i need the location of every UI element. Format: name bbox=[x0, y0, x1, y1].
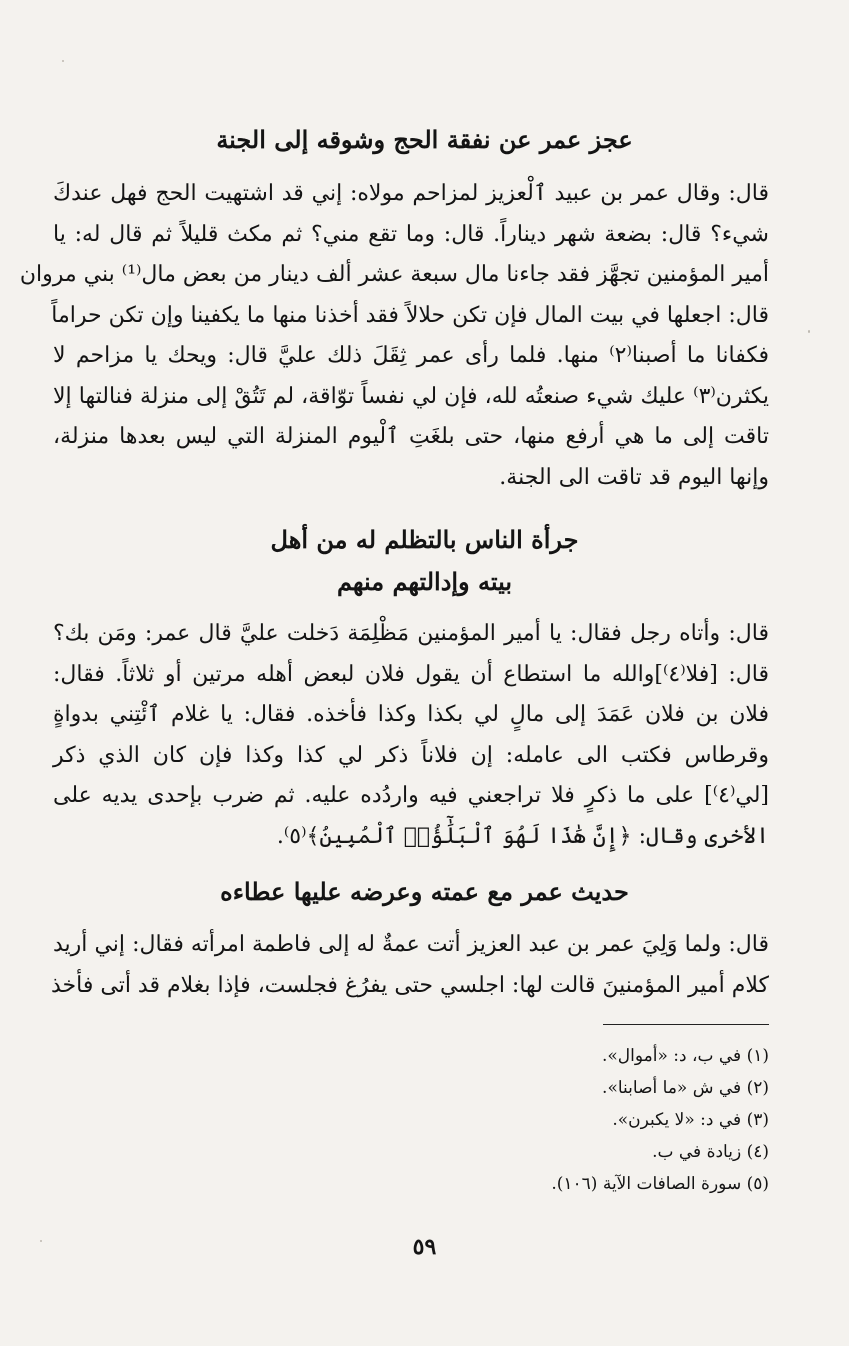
scan-speck bbox=[62, 60, 64, 62]
paragraph-grievance bbox=[53, 614, 769, 857]
page-number: ٥٩ bbox=[412, 1234, 437, 1260]
text-line: يكثرن⁽٣⁾ عليك شيء صنعتُه لله، فإن لي نفساً توّاقة، لم تَتُقْ إلى منزلة فنالتها إلا bbox=[53, 383, 769, 409]
scan-speck bbox=[40, 1240, 42, 1242]
footnote-item: (٢) في ش «ما أصابنا». bbox=[602, 1078, 769, 1098]
text-line: قال: وقال عمر بن عبيد ٱلْعزيز لمزاحم مولاه: إني قد اشتهيت الحج فهل عندكَ bbox=[53, 181, 769, 206]
scan-speck bbox=[808, 330, 810, 333]
text-line: فكفانا ما أصبنا⁽٢⁾ منها. فلما رأى عمر ثِقَلَ ذلك عليَّ قال: ويحك يا مزاحم لا bbox=[53, 343, 769, 368]
text-line: الأخرى وقال: ﴿إِنَّ هَٰذَا لَهُوَ ٱلْبَلَٰٓؤُا۟ ٱلْمُبِينُ﴾⁽٥⁾. bbox=[276, 823, 769, 849]
paragraph-aunt bbox=[53, 925, 769, 1006]
footnote-item: (٣) في د: «لا يكبرن». bbox=[612, 1110, 769, 1130]
text-line: تاقت إلى ما هي أرفع منها، حتى بلغَتِ ٱلْيوم المنزلة التي ليس بعدها منزلة، bbox=[53, 424, 769, 449]
text-line: [لي⁽٤⁾] على ما ذكرٍ فلا تراجعني فيه واردُده عليه. ثم ضرب بإحدى يديه على bbox=[53, 783, 769, 808]
paragraph-hajj bbox=[19, 174, 769, 498]
text-line: قال: [فلا⁽٤⁾]والله ما استطاع أن يقول فلان لبعض أهله مرتين أو ثلاثاً. فقال: bbox=[53, 661, 769, 687]
text-line: وإنها اليوم قد تاقت الى الجنة. bbox=[499, 464, 769, 490]
footnote-divider bbox=[603, 1024, 769, 1025]
footnote-item: (٤) زيادة في ب. bbox=[652, 1142, 769, 1162]
text-line: أمير المؤمنين تجهَّز فقد جاءنا مال سبعة عشر ألف دينار من بعض مال⁽¹⁾ بني مروان bbox=[19, 262, 769, 287]
text-line: قال: اجعلها في بيت المال فإن تكن حلالاً فقد أخذنا منها ما يكفينا وإن تكن حراماً bbox=[51, 302, 769, 328]
text-line: شيء؟ قال: بضعة شهر ديناراً. قال: وما تقع مني؟ ثم مكث قليلاً ثم قال له: يا bbox=[53, 221, 769, 247]
text-line: قال: وأتاه رجل فقال: يا أمير المؤمنين مَظْلِمَة دَخلت عليَّ قال عمر: ومَن بك؟ bbox=[53, 621, 769, 646]
footnote-item: (١) في ب، د: «أموال». bbox=[601, 1046, 769, 1066]
text-line: كلام أمير المؤمنينَ قالت لها: اجلسي حتى يفرُغ فجلست، فإذا بغلام قد أتى فأخذ bbox=[51, 972, 769, 998]
text-line: وقرطاس فكتب الى عامله: إن فلاناً ذكر لي كذا وكذا فإن كان الذي ذكر bbox=[53, 742, 769, 768]
footnotes bbox=[269, 1040, 769, 1200]
section-title-grievance-line1: جرأة الناس بالتظلم له من أهل bbox=[270, 525, 579, 554]
section-title-grievance-line2: بيته وإدالتهم منهم bbox=[336, 567, 513, 596]
footnote-item: (٥) سورة الصافات الآية (١٠٦). bbox=[551, 1174, 769, 1194]
text-line: قال: ولما وَلِيَ عمر بن عبد العزيز أتت عمةٌ له إلى فاطمة امرأته فقال: إني أريد bbox=[53, 932, 769, 957]
section-title-hajj: عجز عمر عن نفقة الحج وشوقه إلى الجنة bbox=[216, 125, 633, 154]
text-line: فلان بن فلان عَمَدَ إلى مالٍ لي بكذا وكذا فأخذه. فقال: يا غلام ٱئْتِني بدواةٍ bbox=[53, 702, 769, 727]
section-title-aunt: حديث عمر مع عمته وعرضه عليها عطاءه bbox=[220, 877, 629, 906]
